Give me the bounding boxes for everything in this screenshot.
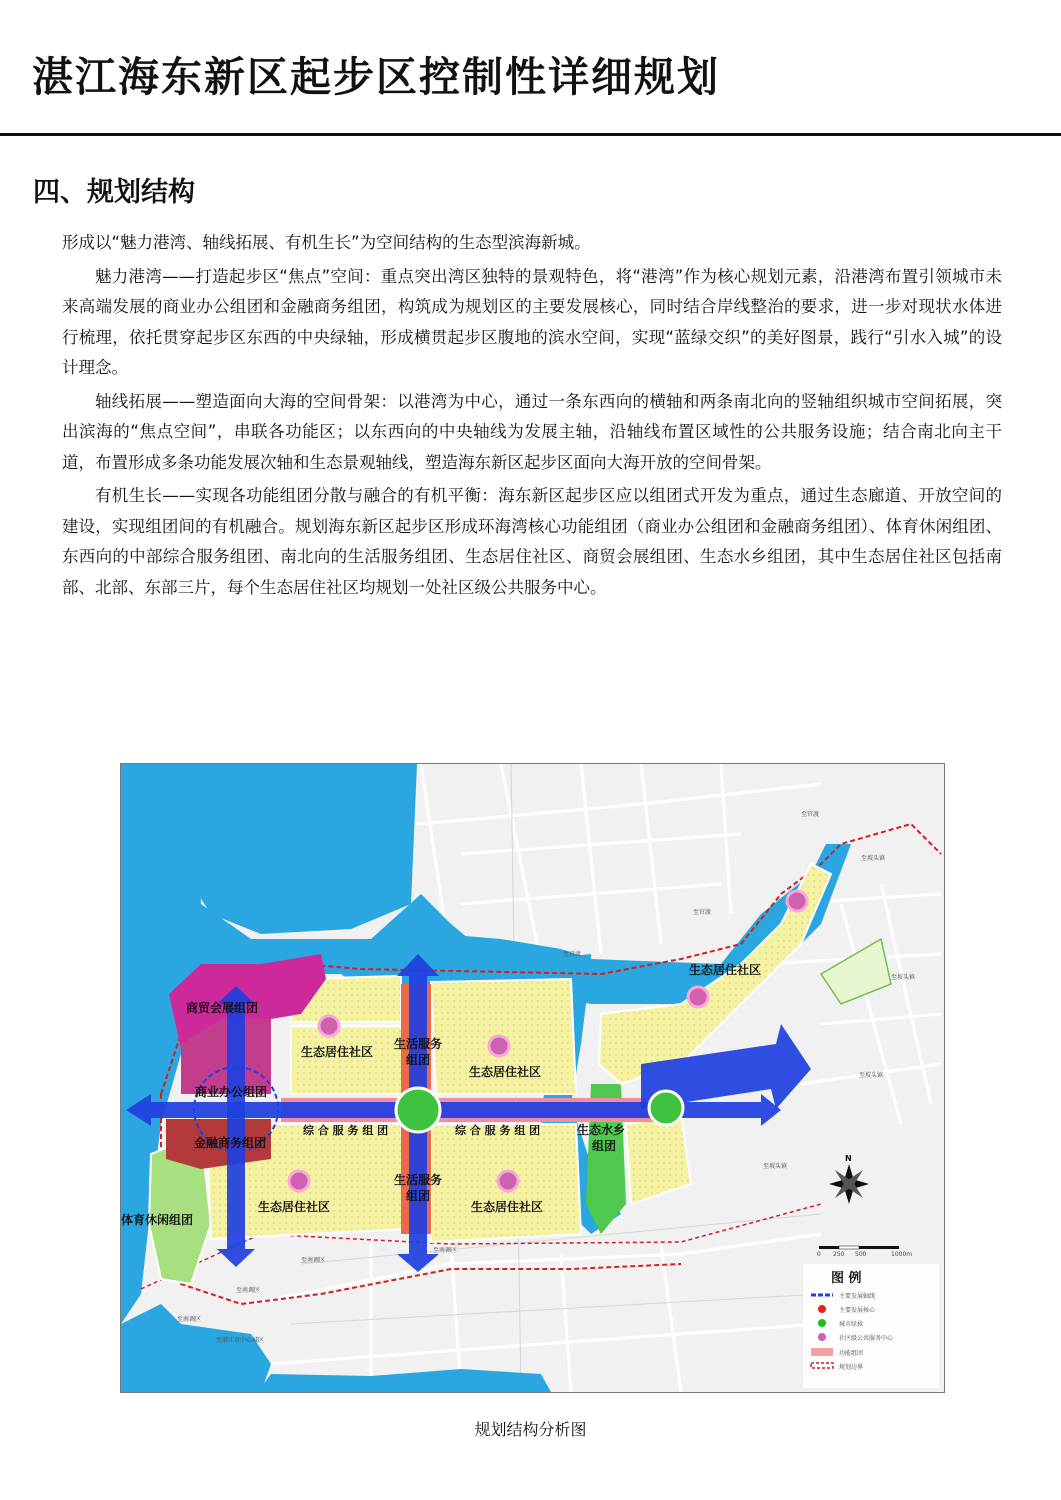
- road-label: 至官渡: [801, 811, 820, 818]
- legend-label-community: 社区级公共服务中心: [839, 1335, 894, 1342]
- legend-label-functional: 功能组团: [839, 1350, 864, 1357]
- green-core-east: [649, 1091, 683, 1125]
- road-label: 至南调区: [433, 1247, 458, 1254]
- legend-swatch-green-core: [818, 1319, 826, 1327]
- road-label: 至南调区: [177, 1316, 202, 1323]
- legend: [803, 1264, 939, 1388]
- label-eco-residential-nc: 生态居住社区: [469, 1065, 542, 1079]
- scale-tick: 500: [855, 1251, 867, 1258]
- label-comprehensive-service-w: 综 合 服 务 组 团: [303, 1124, 389, 1137]
- road-label: 至官渡: [693, 909, 712, 916]
- road-label: 至南调区: [236, 1287, 261, 1294]
- community-center-nc: [489, 1036, 509, 1056]
- label-eco-residential-sc: 生态居住社区: [471, 1200, 544, 1214]
- paragraph-axis-expansion: 轴线拓展——塑造面向大海的空间骨架：以港湾为中心，通过一条东西向的横轴和两条南北向的竖轴组织城市空间拓展，突出滨海的“焦点空间”，串联各功能区；以东西向的中央轴线为发展主轴，沿轴线布置区域性的公共服务设施；结合南北向主干道，布置形成多条功能发展次轴和生态景观轴线，塑造海东新区起步区面向大海开放的空间骨架。: [62, 391, 1002, 472]
- label-eco-residential-ne: 生态居住社区: [689, 963, 762, 977]
- figure-caption: 规划结构分析图: [474, 1420, 587, 1439]
- legend-label-green-core: 城市绿核: [839, 1321, 864, 1328]
- label-eco-water-town-2: 组团: [592, 1139, 617, 1153]
- road-label: 至南调区: [301, 1257, 326, 1264]
- structure-map-svg: [121, 764, 944, 1392]
- community-center-sc: [498, 1171, 518, 1191]
- road-label: 至坡头镇: [861, 855, 886, 862]
- community-center-ne: [688, 987, 708, 1007]
- label-finance-business: 金融商务组团: [194, 1136, 267, 1150]
- label-business-office: 商业办公组团: [195, 1085, 268, 1099]
- structure-map: [120, 763, 945, 1393]
- compass-north-label: N: [845, 1154, 852, 1163]
- community-center-far-ne: [787, 891, 807, 911]
- block-nw-1: [291, 1026, 411, 1094]
- scale-tick: 0: [817, 1251, 821, 1258]
- legend-swatch-functional: [811, 1348, 833, 1356]
- label-life-service-south-1: 生活服务: [394, 1173, 443, 1187]
- scale-tick: 1000m: [891, 1251, 913, 1258]
- green-core-central: [396, 1088, 440, 1132]
- title-divider: [0, 133, 1061, 136]
- label-comprehensive-service-e: 综 合 服 务 组 团: [455, 1124, 541, 1137]
- legend-title: 图 例: [831, 1271, 862, 1286]
- road-label: 至湛江市中心城区: [216, 1337, 265, 1344]
- road-label: 至官渡: [563, 951, 582, 958]
- scale-tick: 250: [833, 1251, 845, 1258]
- road-label: 至坡头镇: [763, 1163, 788, 1170]
- legend-label-boundary: 规划边界: [839, 1364, 864, 1371]
- road-label: 至坡头镇: [891, 974, 916, 981]
- legend-label-core: 主要发展核心: [839, 1307, 876, 1314]
- section-heading: 四、规划结构: [33, 177, 195, 208]
- label-eco-residential-nw: 生态居住社区: [301, 1045, 374, 1059]
- label-sports-leisure: 体育休闲组团: [121, 1213, 194, 1227]
- label-life-service-north-2: 组团: [406, 1053, 431, 1067]
- paragraph-organic-growth: 有机生长——实现各功能组团分散与融合的有机平衡：海东新区起步区应以组团式开发为重点，通过生态廊道、开放空间的建设，实现组团间的有机融合。规划海东新区起步区形成环海湾核心功能组团（商业办公组团和金融商务组团）、体育休闲组团、东西向的中部综合服务组团、南北向的生活服务组团、生态居住社区、商贸会展组团、生态水乡组团，其中生态居住社区包括南部、北部、东部三片，每个生态居住社区均规划一处社区级公共服务中心。: [62, 486, 1002, 597]
- legend-swatch-community: [818, 1333, 826, 1341]
- label-eco-water-town-1: 生态水乡: [577, 1123, 626, 1137]
- label-life-service-south-2: 组团: [406, 1189, 431, 1203]
- community-center-nw: [319, 1016, 339, 1036]
- document-title: 湛江海东新区起步区控制性详细规划: [32, 53, 720, 101]
- label-life-service-north-1: 生活服务: [394, 1037, 443, 1051]
- legend-label-axis: 主要发展轴线: [839, 1293, 876, 1300]
- paragraph-intro: 形成以“魅力港湾、轴线拓展、有机生长”为空间结构的生态型滨海新城。: [62, 233, 591, 252]
- legend-swatch-core: [818, 1305, 826, 1313]
- body-text: [62, 228, 1002, 606]
- paragraph-charm-harbor: 魅力港湾——打造起步区“焦点”空间：重点突出湾区独特的景观特色，将“港湾”作为核心规划元素，沿港湾布置引领城市未来高端发展的商业办公组团和金融商务组团，构筑成为规划区的主要发展核心，同时结合岸线整治的要求，进一步对现状水体进行梳理，依托贯穿起步区东西的中央绿轴，形成横贯起步区腹地的滨水空间，实现“蓝绿交织”的美好图景，践行“引水入城”的设计理念。: [62, 266, 1002, 377]
- road-label: 至坡头镇: [859, 1072, 884, 1079]
- community-center-sw: [289, 1171, 309, 1191]
- label-trade-expo: 商贸会展组团: [186, 1001, 259, 1015]
- label-eco-residential-sw: 生态居住社区: [258, 1200, 331, 1214]
